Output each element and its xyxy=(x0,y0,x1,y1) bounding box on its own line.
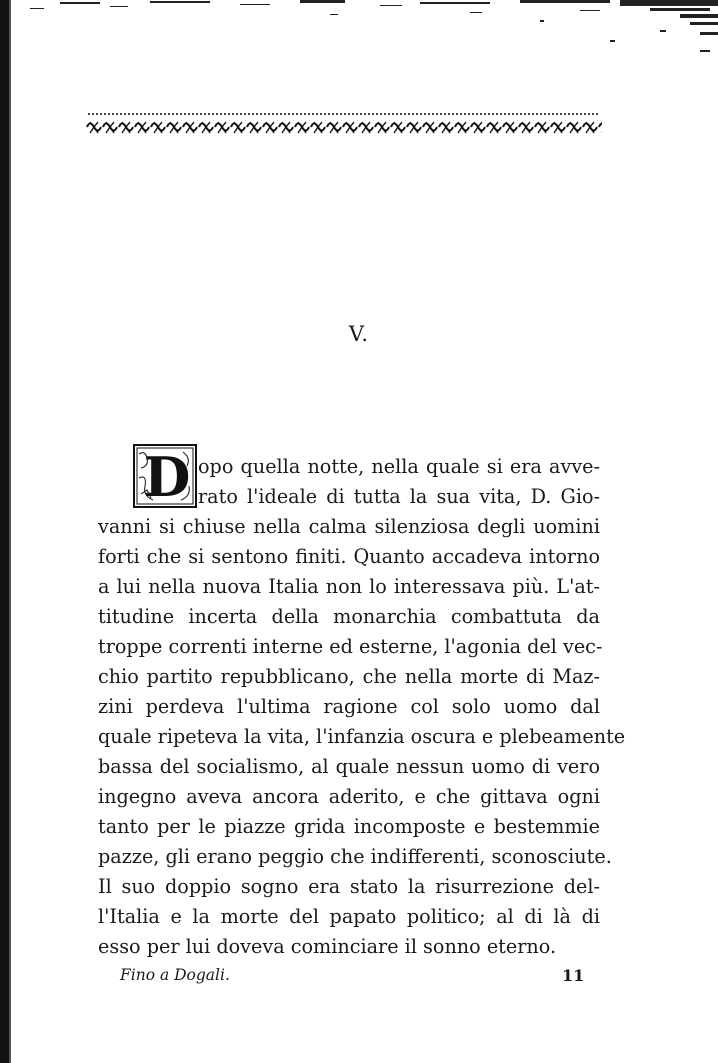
scan-noise xyxy=(0,0,718,80)
book-spine-edge xyxy=(9,0,11,1063)
text-line: bassa del socialismo, al quale nessun uomo di vero xyxy=(98,755,600,778)
text-line: esso per lui doveva cominciare il sonno eterno. xyxy=(98,935,557,958)
book-spine-shadow xyxy=(0,0,9,1063)
text-line: vanni si chiuse nella calma silenziosa degli uomini xyxy=(98,515,600,538)
text-line: rato l'ideale di tutta la sua vita, D. Gio- xyxy=(198,485,600,508)
signature-mark: Fino a Dogali. xyxy=(120,966,230,984)
text-line: troppe correnti interne ed esterne, l'agonia del vec- xyxy=(98,635,603,658)
text-line: pazze, gli erano peggio che indifferenti, sconosciute. xyxy=(98,845,612,868)
text-line: chio partito repubblicano, che nella morte di Maz- xyxy=(98,665,600,688)
decorated-initial xyxy=(133,444,197,508)
text-line: titudine incerta della monarchia combattuta da xyxy=(98,605,600,628)
ornamental-border-band xyxy=(86,118,602,136)
chapter-heading: V. xyxy=(348,322,370,346)
text-line: a lui nella nuova Italia non lo interessava più. L'at- xyxy=(98,575,600,598)
text-line: Il suo doppio sogno era stato la risurrezione del- xyxy=(98,875,600,898)
text-line: l'Italia e la morte del papato politico; al di là di xyxy=(98,905,600,928)
text-line: tanto per le piazze grida incomposte e bestemmie xyxy=(98,815,600,838)
text-line: quale ripeteva la vita, l'infanzia oscura e plebeamente xyxy=(98,725,626,748)
drop-cap-letter: D xyxy=(143,445,191,508)
text-line: zini perdeva l'ultima ragione col solo uomo dal xyxy=(98,695,600,718)
page-number: 11 xyxy=(562,966,585,985)
header-dotted-rule xyxy=(88,113,598,115)
text-line: forti che si sentono finiti. Quanto accadeva intorno xyxy=(98,545,600,568)
text-line: ingegno aveva ancora aderito, e che gittava ogni xyxy=(98,785,600,808)
text-line: opo quella notte, nella quale si era avve- xyxy=(198,455,600,478)
